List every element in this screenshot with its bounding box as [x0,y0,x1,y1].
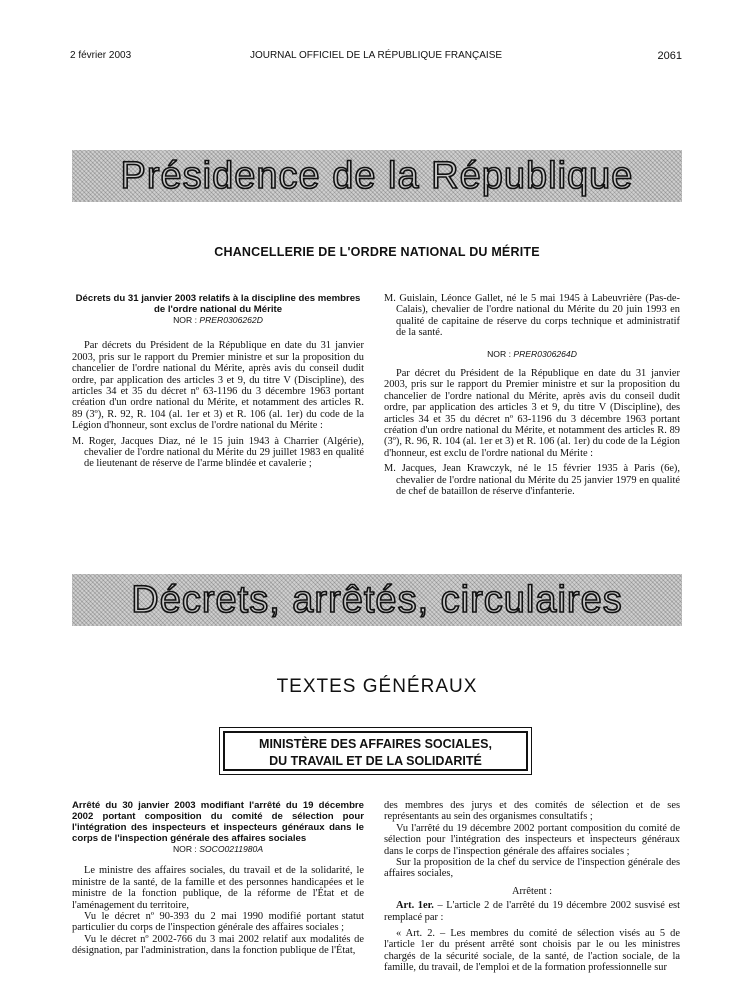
header-journal-title: JOURNAL OFFICIEL DE LA RÉPUBLIQUE FRANÇAISE [249,50,503,61]
decret-paragraph-1: Par décrets du Président de la République en date du 31 janvier 2003, pris sur le rapport du Premier ministre et sur la proposition du chancelier de l'ordre national du Mérite, après avis du conseil dudit ordre, par application des articles 3 et 9, du titre V (Discipline), des articles 34 et 35 du décret nº 63-1196 du 3 décembre 1963 portant création d'un ordre national du Mérite, et notamment des articles R. 89 (3º), R. 92, R. 104 (al. 1er et 3) et R. 106 (al. 1er) du code de la Légion d'honneur, sont exclus de l'ordre national du Mérite : [72,340,364,432]
decret-item-krawczyk: M. Jacques, Jean Krawczyk, né le 15 février 1935 à Paris (6e), chevalier de l'ordre national du Mérite du 25 janvier 1979 en qualité de chef de bataillon de réserve d'infanterie. [384,463,680,498]
arrete-vu-2: Vu le décret nº 2002-766 du 3 mai 2002 relatif aux modalités de désignation, par l'administration, dans la fonction publique de l'État, [72,933,364,957]
decret-item-diaz: M. Roger, Jacques Diaz, né le 15 juin 1943 à Charrier (Algérie), chevalier de l'ordre national du Mérite du 29 juillet 1983 en qualité de lieutenant de réserve de l'arme blindée et cavalerie ; [72,435,364,470]
decret-right-column [384,293,680,498]
section-banner-presidence [72,150,682,202]
arrete-nor: NOR : SOCO0211980A [172,844,264,854]
decret-title: Décrets du 31 janvier 2003 relatifs à la discipline des membres de l'ordre national du Mérite [75,293,361,315]
arrete-right-column [384,800,680,974]
ministere-heading: MINISTÈRE DES AFFAIRES SOCIALES, DU TRAVAIL ET DE LA SOLIDARITÉ [223,731,528,771]
arrete-title: Arrêté du 30 janvier 2003 modifiant l'arrêté du 19 décembre 2002 portant composition du comité de sélection pour l'intégration des inspecteurs et inspecteurs généraux dans le corps de l'inspection générale des affaires sociales [72,800,364,844]
section-banner-decrets [72,574,682,626]
textes-generaux-heading: TEXTES GÉNÉRAUX [276,676,478,697]
header-page-number: 2061 [657,50,682,62]
arrete-article-2: « Art. 2. – Les membres du comité de sélection visés au 5 de l'article 1er du présent arrêté sont choisis par le ou les ministres chargés de la sécurité sociale, de la santé, de l'action sociale, de la famille, du travail, de l'emploi et de la formation professionnelle sur [384,928,680,974]
arrete-article-1: Art. 1er. – L'article 2 de l'arrêté du 19 décembre 2002 susvisé est remplacé par : [384,900,680,923]
arrete-preamble: Le ministre des affaires sociales, du travail et de la solidarité, le ministre de la santé, de la famille et des personnes handicapées et le ministre de la fonction publique, de la réforme de l'État et de l'aménagement du territoire, [72,865,364,911]
arrete-continuation: des membres des jurys et des comités de sélection et de ses représentants au sein des organismes consultatifs ; [384,800,680,823]
decret-left-column [72,293,364,470]
chancellerie-heading: CHANCELLERIE DE L'ORDRE NATIONAL DU MÉRITE [214,245,540,259]
arrete-left-column [72,800,364,957]
header-date: 2 février 2003 [70,50,132,61]
arrete-vu-3: Vu l'arrêté du 19 décembre 2002 portant composition du comité de sélection pour l'intégration des inspecteurs et inspecteurs généraux dans le corps de l'inspection générale des affaires sociales ; [384,822,680,857]
section-banner-text: Présidence de la République [120,155,634,197]
section-banner-text: Décrets, arrêtés, circulaires [131,579,623,621]
decret-nor-1: NOR : PRER0306262D [173,315,263,325]
decret-nor-2: NOR : PRER0306264D [487,348,577,359]
decret-paragraph-2: Par décret du Président de la République en date du 31 janvier 2003, pris sur le rapport du Premier ministre et sur la proposition du chancelier de l'ordre national du Mérite, après avis du conseil dudit ordre, par application des articles 3 et 9, du titre V (Discipline), des articles 34 et 35 du décret nº 63-1196 du 3 décembre 1963 portant création d'un ordre national du Mérite, et notamment des articles R. 89 (3º), R. 96, R. 104 (al. 1er et 3) et R. 106 (al. 1er) du code de la Légion d'honneur, est exclu de l'ordre national du Mérite : [384,368,680,459]
arrete-vu-1: Vu le décret nº 90-393 du 2 mai 1990 modifié portant statut particulier du corps de l'inspection générale des affaires sociales ; [72,911,364,934]
arrete-proposition: Sur la proposition de la chef du service de l'inspection générale des affaires sociales, [384,857,680,880]
decret-item-gallet: M. Guislain, Léonce Gallet, né le 5 mai 1945 à Labeuvrière (Pas-de-Calais), chevalier de l'ordre national du Mérite du 20 juin 1993 en qualité de capitaine de réserve du corps technique et administratif de la santé. [384,293,680,339]
arrete-arretent: Arrêtent : [511,885,553,897]
page-header [70,50,682,66]
